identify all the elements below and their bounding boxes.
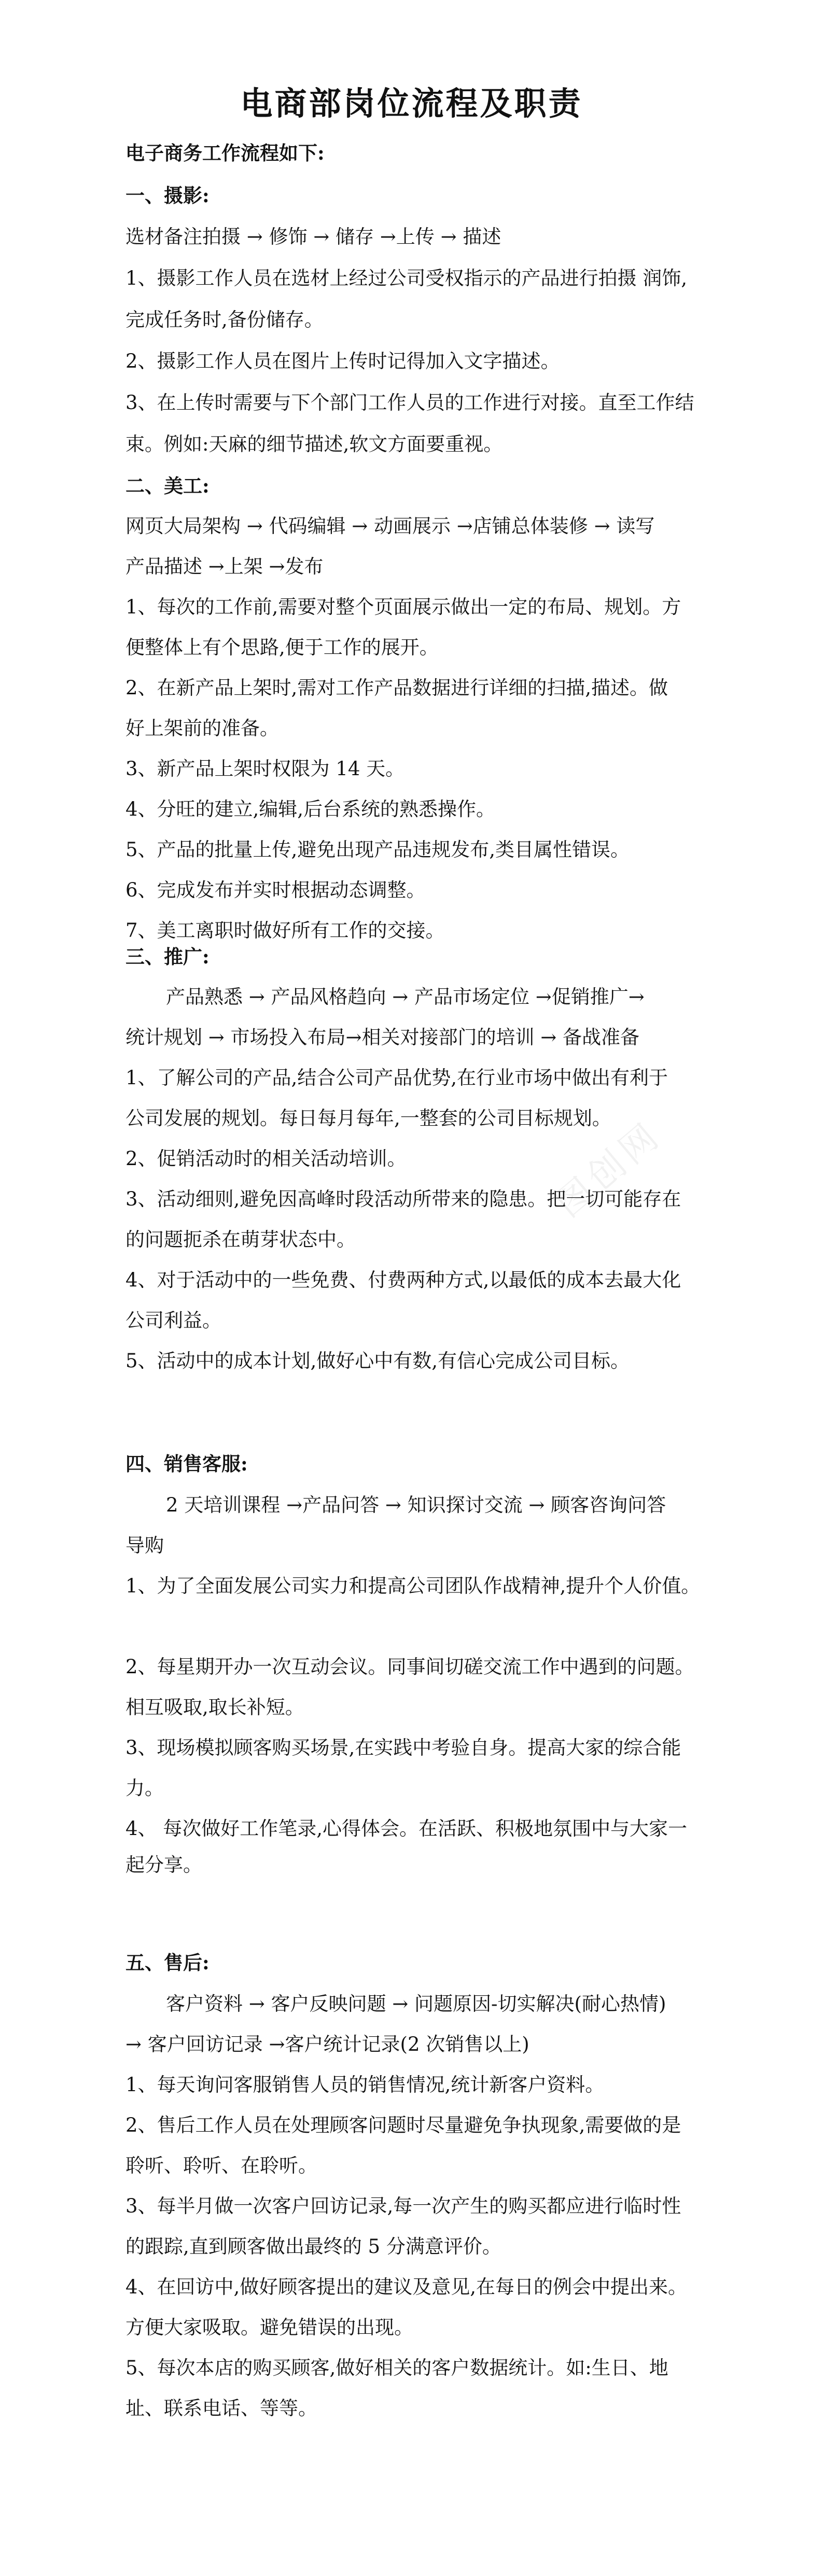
flow-line-continuation: 导购 <box>125 1534 164 1557</box>
watermark: 图创网 <box>547 1113 670 1226</box>
section-heading-photography: 一、摄影: <box>125 184 210 207</box>
list-item-continuation: 公司发展的规划。每日每月每年,一整套的公司目标规划。 <box>125 1107 611 1129</box>
list-item-continuation: 好上架前的准备。 <box>125 717 279 739</box>
list-item: 2、每星期开办一次互动会议。同事间切磋交流工作中遇到的问题。 <box>125 1656 694 1678</box>
list-item: 5、产品的批量上传,避免出现产品违规发布,类目属性错误。 <box>125 838 630 861</box>
section-heading-promotion: 三、推广: <box>125 945 210 968</box>
list-item: 4、分旺的建立,编辑,后台系统的熟悉操作。 <box>125 798 496 820</box>
list-item-continuation: 聆听、聆听、在聆听。 <box>125 2154 317 2177</box>
list-item: 6、完成发布并实时根据动态调整。 <box>125 879 426 901</box>
list-item: 1、了解公司的产品,结合公司产品优势,在行业市场中做出有利于 <box>125 1067 668 1089</box>
list-item: 2、售后工作人员在处理顾客问题时尽量避免争执现象,需要做的是 <box>125 2114 681 2136</box>
list-item: 3、活动细则,避免因高峰时段活动所带来的隐患。把一切可能存在 <box>125 1188 681 1210</box>
section-heading-after-sales: 五、售后: <box>125 1951 210 1974</box>
list-item: 5、每次本店的购买顾客,做好相关的客户数据统计。如:生日、地 <box>125 2357 668 2379</box>
list-item-continuation: 完成任务时,备份储存。 <box>125 309 324 331</box>
list-item-continuation: 起分享。 <box>125 1854 202 1876</box>
list-item-continuation: 力。 <box>125 1777 164 1799</box>
flow-line: 客户资料 → 客户反映问题 → 问题原因-切实解决(耐心热情) <box>166 1993 666 2015</box>
list-item: 1、每次的工作前,需要对整个页面展示做出一定的布局、规划。方 <box>125 596 681 618</box>
list-item: 4、 每次做好工作笔录,心得体会。在活跃、积极地氛围中与大家一 <box>125 1817 688 1840</box>
list-item-continuation: 址、联系电话、等等。 <box>125 2397 317 2419</box>
list-item: 1、摄影工作人员在选材上经过公司受权指示的产品进行拍摄 润饰, <box>125 267 688 289</box>
list-item: 2、在新产品上架时,需对工作产品数据进行详细的扫描,描述。做 <box>125 677 668 699</box>
list-item-continuation: 公司利益。 <box>125 1309 221 1332</box>
list-item-continuation: 便整体上有个思路,便于工作的展开。 <box>125 636 439 659</box>
list-item: 3、在上传时需要与下个部门工作人员的工作进行对接。直至工作结 <box>125 391 694 414</box>
list-item: 2、促销活动时的相关活动培训。 <box>125 1147 407 1170</box>
flow-line: 产品熟悉 → 产品风格趋向 → 产品市场定位 →促销推广→ <box>166 986 645 1008</box>
flow-line: 2 天培训课程 →产品问答 → 知识探讨交流 → 顾客咨询问答 <box>166 1494 666 1516</box>
flow-line-continuation: 统计规划 → 市场投入布局→相关对接部门的培训 → 备战准备 <box>125 1026 640 1048</box>
flow-line: 选材备注拍摄 → 修饰 → 储存 →上传 → 描述 <box>125 226 501 248</box>
list-item: 2、摄影工作人员在图片上传时记得加入文字描述。 <box>125 350 560 372</box>
list-item: 4、对于活动中的一些免费、付费两种方式,以最低的成本去最大化 <box>125 1269 681 1291</box>
list-item-continuation: 的跟踪,直到顾客做出最终的 5 分满意评价。 <box>125 2235 501 2258</box>
list-item: 4、在回访中,做好顾客提出的建议及意见,在每日的例会中提出来。 <box>125 2276 688 2298</box>
intro-heading: 电子商务工作流程如下: <box>125 142 325 164</box>
flow-line-continuation: → 客户回访记录 →客户统计记录(2 次销售以上) <box>125 2033 529 2055</box>
list-item: 3、每半月做一次客户回访记录,每一次产生的购买都应进行临时性 <box>125 2195 681 2217</box>
list-item: 7、美工离职时做好所有工作的交接。 <box>125 919 445 942</box>
flow-line-continuation: 产品描述 →上架 →发布 <box>125 555 324 578</box>
list-item: 1、为了全面发展公司实力和提高公司团队作战精神,提升个人价值。 <box>125 1575 701 1597</box>
flow-line: 网页大局架构 → 代码编辑 → 动画展示 →店铺总体装修 → 读写 <box>125 515 655 537</box>
list-item-continuation: 方便大家吸取。避免错误的出现。 <box>125 2316 413 2339</box>
list-item-continuation: 相互吸取,取长补短。 <box>125 1696 304 1718</box>
list-item: 5、活动中的成本计划,做好心中有数,有信心完成公司目标。 <box>125 1350 630 1372</box>
list-item-continuation: 的问题扼杀在萌芽状态中。 <box>125 1228 356 1251</box>
list-item: 3、新产品上架时权限为 14 天。 <box>125 758 405 780</box>
document-title: 电商部岗位流程及职责 <box>240 85 583 122</box>
list-item: 3、现场模拟顾客购买场景,在实践中考验自身。提高大家的综合能 <box>125 1737 681 1759</box>
section-heading-design: 二、美工: <box>125 474 210 497</box>
section-heading-sales-service: 四、销售客服: <box>125 1452 248 1475</box>
list-item-continuation: 束。例如:天麻的细节描述,软文方面要重视。 <box>125 433 503 455</box>
list-item: 1、每天询问客服销售人员的销售情况,统计新客户资料。 <box>125 2074 605 2096</box>
